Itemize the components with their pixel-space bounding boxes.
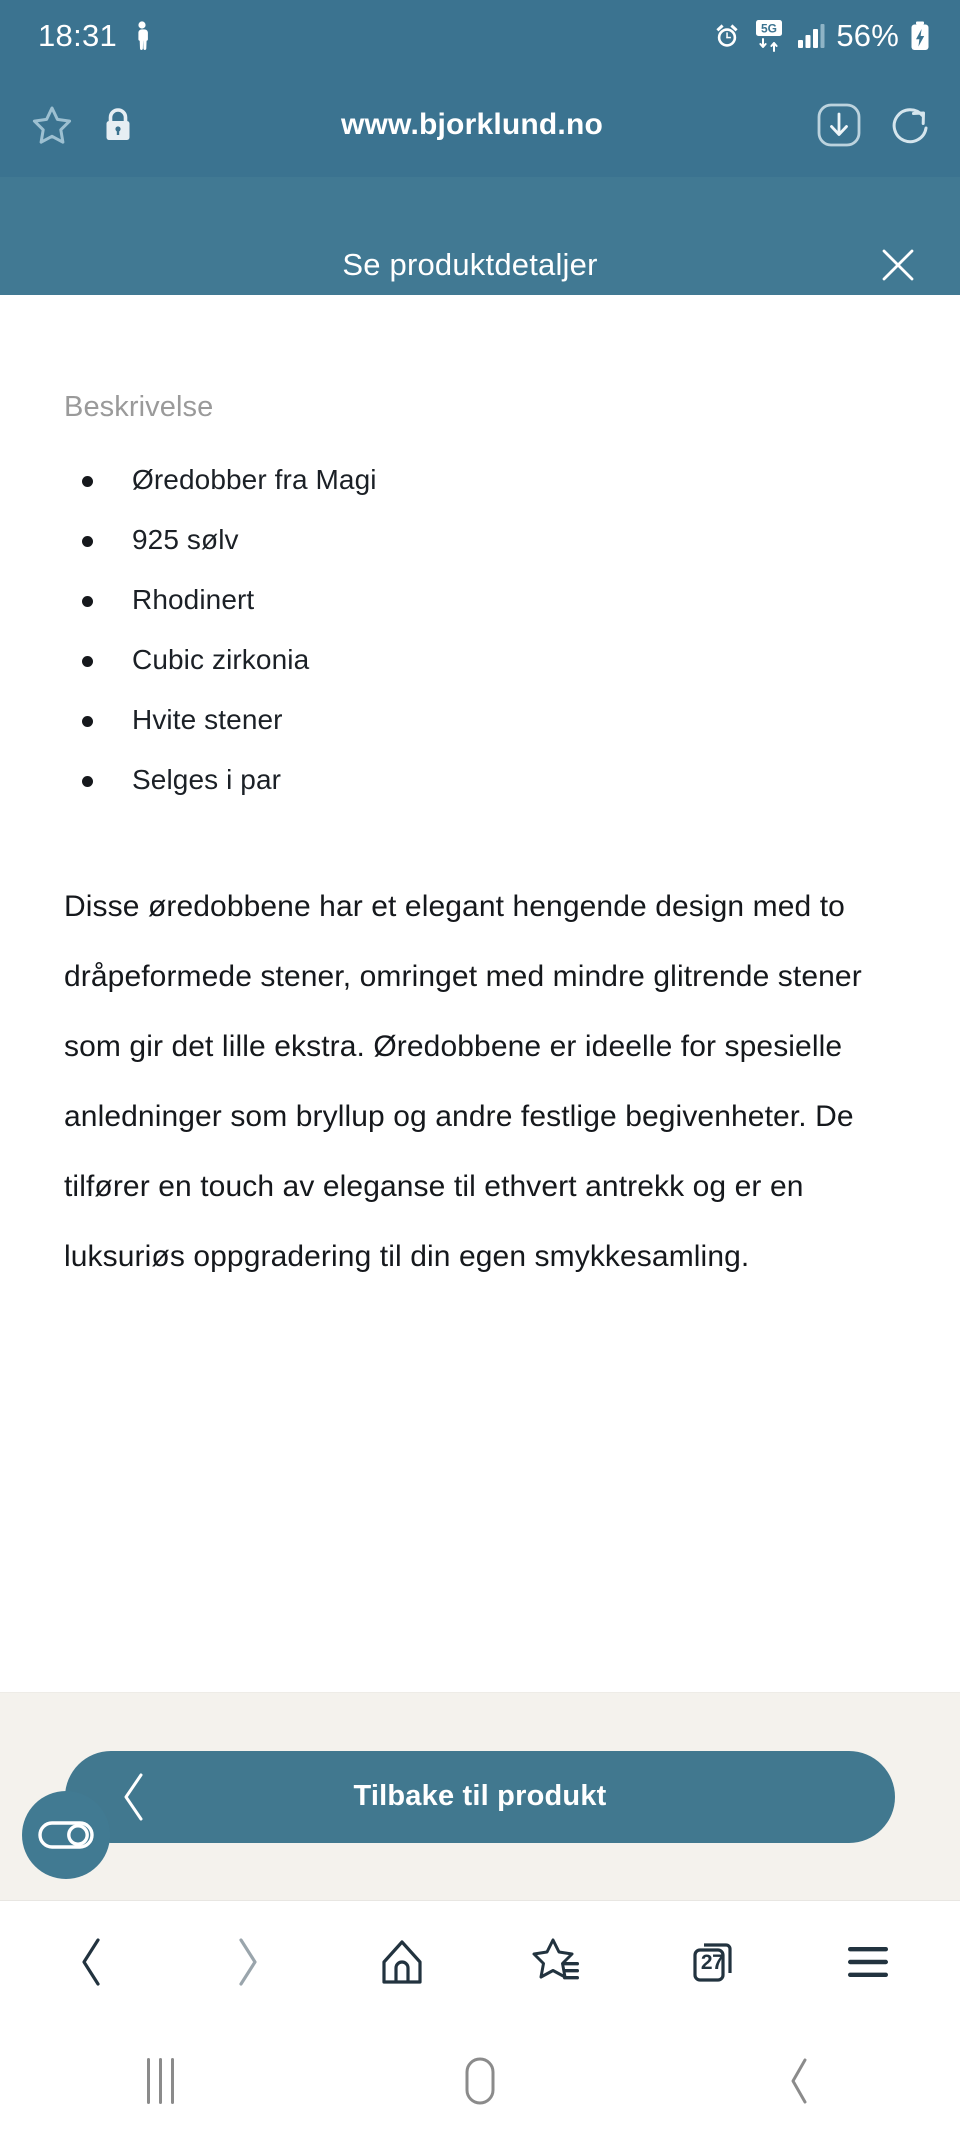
back-to-product-button[interactable] [65,1751,895,1843]
url-text[interactable]: www.bjorklund.no [340,107,604,141]
chevron-left-icon [117,1770,151,1824]
product-details-content [0,295,960,1692]
home-squircle-icon [457,2055,503,2107]
description-paragraph: Disse øredobbene har et elegant hengende design med to dråpeformede stener, omringet med mindre glitrende stener som gir det lille ekstra. Øredobbene er ideelle for spesielle anledninger som bryllup og andre festlige begivenheter. De tilfører en touch av eleganse til ethvert antrekk og er en luksuriøs oppgradering til din egen smykkesamling. [64,890,862,1273]
download-icon[interactable] [816,102,862,148]
list-item: Selges i par [82,750,896,810]
tab-count-label: 27 [700,1950,724,1974]
toggle-switch-icon [37,1818,95,1852]
modal-title-bar [0,235,960,295]
android-navigation-bar [0,2022,960,2140]
list-item: Øredobber fra Magi [82,450,896,510]
back-to-product-label: Tilbake til produkt [353,1780,607,1812]
browser-bookmarks-button[interactable] [480,1901,635,2022]
list-item: Cubic zirkonia [82,630,896,690]
android-home-button[interactable] [320,2055,640,2107]
battery-percent-label: 56% [836,18,899,53]
footer-action-bar [0,1692,960,1900]
status-bar-right [713,18,930,54]
back-chevron-icon [780,2055,820,2107]
browser-bottom-toolbar [0,1900,960,2022]
status-bar [0,0,960,72]
description-label: Beskrivelse [64,391,214,423]
list-item: Rhodinert [82,570,896,630]
url-bar-right-icons [816,102,934,148]
battery-charging-icon [910,21,930,51]
android-recents-button[interactable] [0,2058,320,2104]
description-bullet-list [82,450,896,810]
person-walking-icon [131,21,153,51]
browser-tabs-button[interactable] [635,1901,790,2022]
list-item: 925 sølv [82,510,896,570]
modal-header-spacer [0,177,960,235]
browser-home-button[interactable] [325,1901,480,2022]
url-bar-left-icons [30,103,134,147]
alarm-icon [713,22,741,50]
recents-icon [147,2058,174,2104]
browser-url-bar [0,72,960,177]
signal-bars-icon [797,23,825,49]
modal-title: Se produktdetaljer [342,247,598,282]
lock-icon[interactable] [102,106,134,144]
list-item: Hvite stener [82,690,896,750]
status-bar-clock: 18:31 [38,18,118,53]
android-back-button[interactable] [640,2055,960,2107]
close-icon[interactable] [870,237,926,293]
browser-back-button[interactable] [14,1901,169,2022]
browser-menu-button[interactable] [791,1901,946,2022]
reload-icon[interactable] [888,102,934,148]
status-bar-left [38,18,153,54]
cookie-consent-toggle-button[interactable] [22,1791,110,1879]
5g-data-icon [752,19,786,53]
browser-forward-button[interactable] [169,1901,324,2022]
star-outline-icon[interactable] [30,103,74,147]
svg-text:5G: 5G [761,21,778,36]
